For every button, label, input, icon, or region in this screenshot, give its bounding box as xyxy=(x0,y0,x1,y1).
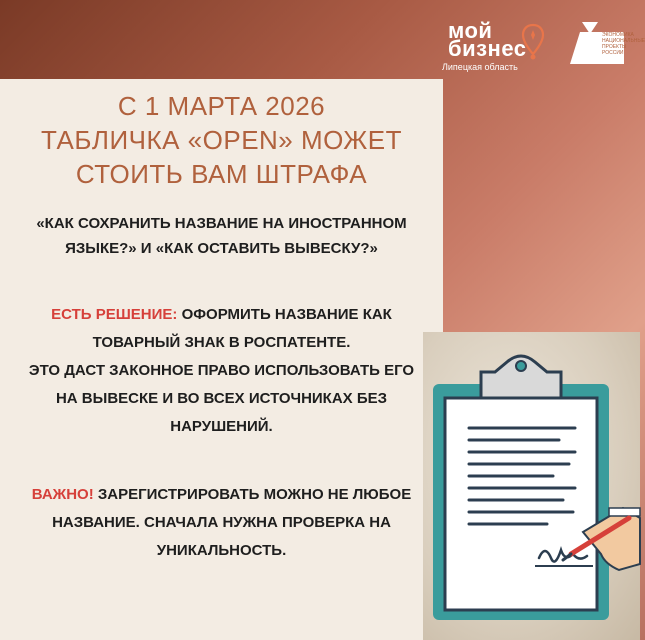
important-line: УНИКАЛЬНОСТЬ. xyxy=(156,542,287,559)
solution-line: НА ВЫВЕСКЕ И ВО ВСЕХ ИСТОЧНИКАХ БЕЗ xyxy=(55,390,388,407)
solution-label: ЕСТЬ РЕШЕНИЕ: xyxy=(51,306,178,323)
page-title xyxy=(0,89,443,191)
question-line: «КАК СОХРАНИТЬ НАЗВАНИЕ НА ИНОСТРАННОМ xyxy=(36,215,407,232)
solution-line: НАРУШЕНИЙ. xyxy=(170,418,273,435)
solution-block xyxy=(0,301,443,441)
solution-line-rest: ОФОРМИТЬ НАЗВАНИЕ КАК xyxy=(177,306,392,323)
header-logos xyxy=(430,18,645,78)
clipboard-illustration xyxy=(423,332,640,640)
content-panel xyxy=(0,79,443,640)
map-pin-icon xyxy=(522,24,544,60)
logo-word-biznes: бизнес xyxy=(448,36,527,61)
solution-line: ТОВАРНЫЙ ЗНАК В РОСПАТЕНТЕ. xyxy=(92,334,351,351)
title-line: СТОИТЬ ВАМ ШТРАФА xyxy=(75,159,368,189)
clipboard-icon xyxy=(423,332,640,640)
logo-region: Липецкая область xyxy=(442,62,518,72)
question-line: ЯЗЫКЕ?» И «КАК ОСТАВИТЬ ВЫВЕСКУ?» xyxy=(65,240,378,257)
title-line: ТАБЛИЧКА «OPEN» МОЖЕТ xyxy=(40,125,403,155)
important-block xyxy=(0,481,443,565)
important-label: ВАЖНО! xyxy=(31,486,94,503)
solution-line: ЭТО ДАСТ ЗАКОННОЕ ПРАВО ИСПОЛЬЗОВАТЬ ЕГО xyxy=(28,362,415,379)
important-line xyxy=(0,481,443,509)
national-projects-text: ЭКОНОМИКА НАЦИОНАЛЬНЫЕ ПРОЕКТЫ РОССИИ xyxy=(602,32,645,56)
title-line: С 1 МАРТА 2026 xyxy=(117,91,326,121)
solution-line xyxy=(0,301,443,329)
important-line: НАЗВАНИЕ. СНАЧАЛА НУЖНА ПРОВЕРКА НА xyxy=(52,514,391,531)
important-line-rest: ЗАРЕГИСТРИРОВАТЬ МОЖНО НЕ ЛЮБОЕ xyxy=(93,486,412,503)
moi-biznes-logo xyxy=(448,18,527,61)
logo-word-moi: мой xyxy=(448,18,493,43)
question-text xyxy=(0,211,443,261)
